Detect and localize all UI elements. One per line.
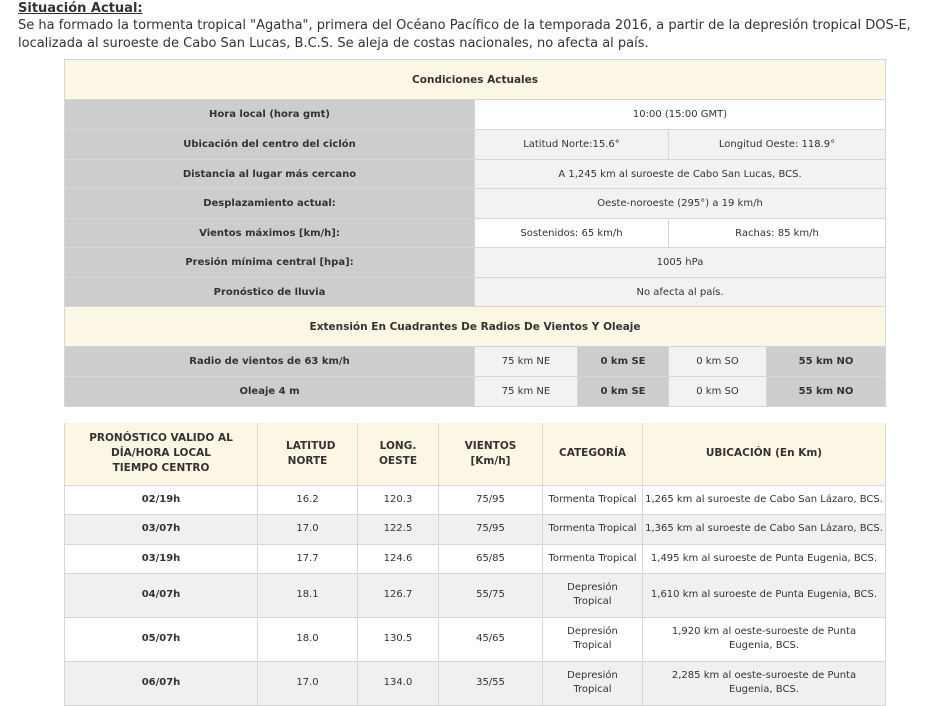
hora-value: 10:00 (15:00 GMT)	[475, 100, 886, 130]
rachas-value: Rachas: 85 km/h	[669, 219, 886, 248]
header-fecha: PRONÓSTICO VALIDO AL DÍA/HORA LOCAL TIEMPO CENTRO	[65, 423, 258, 485]
row-categoria: Tormenta Tropical	[543, 485, 643, 514]
row-fecha: 05/07h	[65, 617, 258, 661]
header-longitud: LONG. OESTE	[358, 423, 439, 485]
row-categoria: Tormenta Tropical	[543, 544, 643, 573]
desplazamiento-label: Desplazamiento actual:	[65, 189, 475, 219]
distancia-label: Distancia al lugar más cercano	[65, 160, 475, 189]
oleaje-no-value: 55 km NO	[767, 377, 886, 407]
radio-vientos-label: Radio de vientos de 63 km/h	[65, 347, 475, 377]
radio-se-value: 0 km SE	[578, 347, 669, 377]
oleaje-ne-value: 75 km NE	[475, 377, 578, 407]
row-vientos: 65/85	[439, 544, 543, 573]
row-fecha: 06/07h	[65, 661, 258, 705]
table-row	[65, 573, 886, 617]
row-categoria: Depresión Tropical	[543, 661, 643, 705]
row-lon: 122.5	[358, 514, 439, 544]
row-ubicacion: 1,610 km al suroeste de Punta Eugenia, BCS.	[643, 573, 886, 617]
longitud-value: Longitud Oeste: 118.9°	[669, 130, 886, 160]
row-fecha: 02/19h	[65, 485, 258, 514]
oleaje-label: Oleaje 4 m	[65, 377, 475, 407]
row-vientos: 55/75	[439, 573, 543, 617]
row-lon: 126.7	[358, 573, 439, 617]
hora-label: Hora local (hora gmt)	[65, 100, 475, 130]
row-lon: 120.3	[358, 485, 439, 514]
header-vientos: VIENTOS [Km/h]	[439, 423, 543, 485]
row-lat: 18.0	[258, 617, 358, 661]
header-categoria: CATEGORÍA	[543, 423, 643, 485]
condiciones-table	[64, 59, 886, 407]
row-categoria: Depresión Tropical	[543, 573, 643, 617]
row-vientos: 35/55	[439, 661, 543, 705]
row-lon: 130.5	[358, 617, 439, 661]
situacion-title: Situación Actual:	[18, 1, 143, 16]
table-row	[65, 514, 886, 544]
radio-so-value: 0 km SO	[669, 347, 767, 377]
row-ubicacion: 2,285 km al oeste-suroeste de Punta Eugenia, BCS.	[643, 661, 886, 705]
row-ubicacion: 1,265 km al suroeste de Cabo San Lázaro, BCS.	[643, 485, 886, 514]
lluvia-value: No afecta al país.	[475, 278, 886, 307]
condiciones-title: Condiciones Actuales	[65, 60, 886, 100]
pronostico-table	[64, 423, 886, 706]
row-lat: 17.0	[258, 661, 358, 705]
header-latitud: LATITUD NORTE	[258, 423, 358, 485]
header-ubicacion: UBICACIÓN (En Km)	[643, 423, 886, 485]
table-row	[65, 661, 886, 705]
ubicacion-label: Ubicación del centro del ciclón	[65, 130, 475, 160]
radio-no-value: 55 km NO	[767, 347, 886, 377]
lluvia-label: Pronóstico de lluvia	[65, 278, 475, 307]
table-row	[65, 485, 886, 514]
row-ubicacion: 1,365 km al suroeste de Cabo San Lázaro, BCS.	[643, 514, 886, 544]
extension-title: Extensión En Cuadrantes De Radios De Vientos Y Oleaje	[65, 307, 886, 347]
row-vientos: 45/65	[439, 617, 543, 661]
row-ubicacion: 1,495 km al suroeste de Punta Eugenia, BCS.	[643, 544, 886, 573]
row-lon: 124.6	[358, 544, 439, 573]
row-ubicacion: 1,920 km al oeste-suroeste de Punta Eugenia, BCS.	[643, 617, 886, 661]
row-fecha: 03/07h	[65, 514, 258, 544]
row-fecha: 04/07h	[65, 573, 258, 617]
row-lon: 134.0	[358, 661, 439, 705]
presion-value: 1005 hPa	[475, 248, 886, 278]
table-row	[65, 544, 886, 573]
row-lat: 17.0	[258, 514, 358, 544]
row-categoria: Depresión Tropical	[543, 617, 643, 661]
row-lat: 16.2	[258, 485, 358, 514]
distancia-value: A 1,245 km al suroeste de Cabo San Lucas, BCS.	[475, 160, 886, 189]
sostenidos-value: Sostenidos: 65 km/h	[475, 219, 669, 248]
row-vientos: 75/95	[439, 514, 543, 544]
desplazamiento-value: Oeste-noroeste (295°) a 19 km/h	[475, 189, 886, 219]
oleaje-so-value: 0 km SO	[669, 377, 767, 407]
table-row	[65, 617, 886, 661]
presion-label: Presión mínima central [hpa]:	[65, 248, 475, 278]
row-categoria: Tormenta Tropical	[543, 514, 643, 544]
latitud-value: Latitud Norte:15.6°	[475, 130, 669, 160]
oleaje-se-value: 0 km SE	[578, 377, 669, 407]
row-lat: 18.1	[258, 573, 358, 617]
row-vientos: 75/95	[439, 485, 543, 514]
row-lat: 17.7	[258, 544, 358, 573]
situacion-text: Se ha formado la tormenta tropical "Agatha", primera del Océano Pacífico de la temporada 2016, a partir de la depresión tropical DOS-E, localizada al suroeste de Cabo San Lucas, B.C.S. Se aleja de costas nacionales, no afecta al país.	[18, 18, 911, 51]
vientos-label: Vientos máximos [km/h]:	[65, 219, 475, 248]
radio-ne-value: 75 km NE	[475, 347, 578, 377]
row-fecha: 03/19h	[65, 544, 258, 573]
